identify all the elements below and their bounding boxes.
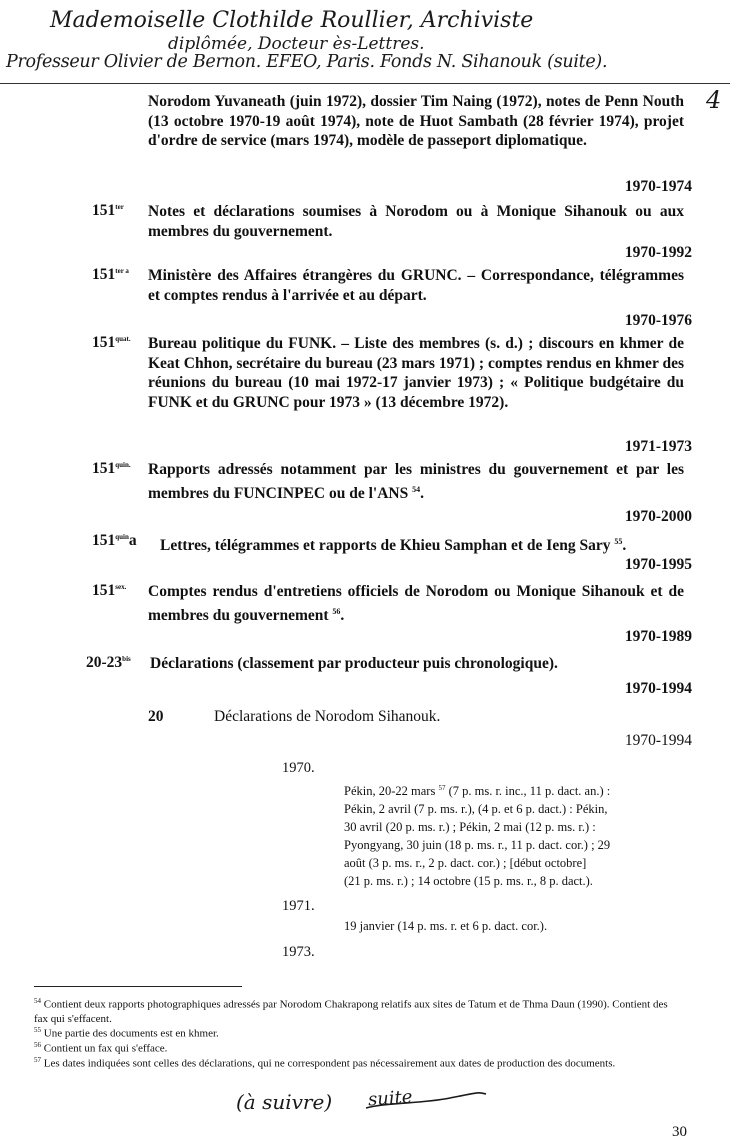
sub-entry-number: 20 — [148, 708, 164, 725]
entry-number: $151^{quat.}$ — [92, 334, 131, 351]
sub-entry-date: 1970-1994 — [624, 732, 692, 749]
entry-number: $151^{ter}$ — [92, 202, 124, 219]
entry-number: $151^{sex.}$ — [92, 582, 127, 599]
entry-number: $20-23^{bis}$ — [86, 654, 131, 671]
page-number: 30 — [672, 1124, 687, 1140]
footnote-separator — [34, 986, 242, 987]
year-heading: 1971. — [282, 898, 315, 914]
intro-paragraph: Norodom Yuvaneath (juin 1972), dossier Tim Naing (1972), notes de Penn Nouth (13 octobre 1970-19 août 1974), note de Huot Sambath (28 février 1974), projet d'ordre de service (mars 1974), modèle de passeport diplomatique. — [148, 93, 684, 149]
entry-date: 1971-1973 — [624, 438, 692, 455]
year-heading: 1970. — [282, 760, 315, 776]
entry-text: Rapports adressés notamment par les ministres du gouvernement et par les membres du FUNCINPEC ou de l'ANS $^{54}$. — [148, 461, 684, 502]
entry-number: $151^{ter a}$ — [92, 266, 129, 283]
handwritten-header-line-3: Professeur Olivier de Bernon. EFEO, Paris. Fonds N. Sihanouk (suite). — [6, 52, 608, 72]
entry-text: Notes et déclarations soumises à Norodom ou à Monique Sihanouk ou aux membres du gouvernement. — [148, 203, 684, 240]
footnote: $^{55}$ Une partie des documents est en khmer. — [34, 1026, 219, 1040]
handwritten-header-line-1: Mademoiselle Clothilde Roullier, Archiviste — [50, 8, 534, 33]
header-underline — [0, 83, 730, 84]
footnote: $^{54}$ Contient deux rapports photographiques adressés par Norodom Chakrapong relatifs aux sites de Tatum et de Thma Daun (1990). Contient des fax qui s'effacent. — [34, 997, 668, 1026]
entry-number: $151^{quin.}$ — [92, 460, 131, 477]
entry-date: 1970-1976 — [624, 312, 692, 329]
handwritten-header-line-2: diplômée, Docteur ès-Lettres. — [168, 34, 425, 54]
handwritten-to-follow: (à suivre) — [236, 1090, 333, 1114]
entry-date: 1970-1995 — [624, 556, 692, 573]
entry-text: Comptes rendus d'entretiens officiels de Norodom ou Monique Sihanouk et de membres du gouvernement $^{56}$. — [148, 583, 684, 624]
year-details: Pékin, 20-22 mars $^{57}$ (7 p. ms. r. inc., 11 p. dact. an.) : Pékin, 2 avril (7 p. ms. r.), (4 p. et 6 p. dact.) : Pékin, 30 avril (20 p. ms. r.) ; Pékin, 2 mai (12 p. ms. r.) : Pyongyang, 30 juin (18 p. ms. r., 11 p. dact. cor.) ; 29 août (3 p. ms. r., 2 p. dact. cor.) ; [début octobre] (21 p. ms. r.) ; 14 octobre (15 p. ms. r., 8 p. dact.). — [344, 784, 611, 889]
year-details: 19 janvier (14 p. ms. r. et 6 p. dact. cor.). — [344, 919, 548, 933]
year-heading: 1973. — [282, 944, 315, 960]
handwritten-page-mark: 4 — [706, 86, 722, 114]
footnote: $^{56}$ Contient un fax qui s'efface. — [34, 1041, 168, 1055]
to-follow-flourish-icon — [360, 1086, 490, 1116]
handwritten-signature: suite — [367, 1086, 414, 1111]
entry-date: 1970-1989 — [624, 628, 692, 645]
intro-date: 1970-1974 — [624, 178, 692, 195]
entry-text: Bureau politique du FUNK. – Liste des membres (s. d.) ; discours en khmer de Keat Chhon, secrétaire du bureau (23 mars 1971) ; comptes rendus en khmer des réunions du bureau (10 mai 1972-17 janvier 1973) ; « Politique budgétaire du FUNK et du GRUNC pour 1973 » (13 décembre 1972). — [148, 335, 684, 411]
footnote: $^{57}$ Les dates indiquées sont celles des déclarations, qui ne correspondent pas nécessairement aux dates de production des documents. — [34, 1056, 616, 1070]
entry-date: 1970-1994 — [624, 680, 692, 697]
sub-entry-text: Déclarations de Norodom Sihanouk. — [214, 708, 441, 725]
entry-date: 1970-1992 — [624, 244, 692, 261]
entry-date: 1970-2000 — [624, 508, 692, 525]
entry-text: Ministère des Affaires étrangères du GRUNC. – Correspondance, télégrammes et comptes rendus à l'arrivée et au départ. — [148, 267, 684, 304]
entry-text: Déclarations (classement par producteur puis chronologique). — [150, 655, 558, 672]
entry-text: Lettres, télégrammes et rapports de Khieu Samphan et de Ieng Sary $^{55}$. — [160, 537, 627, 555]
entry-number: $151^{quin}a$ — [92, 532, 137, 549]
